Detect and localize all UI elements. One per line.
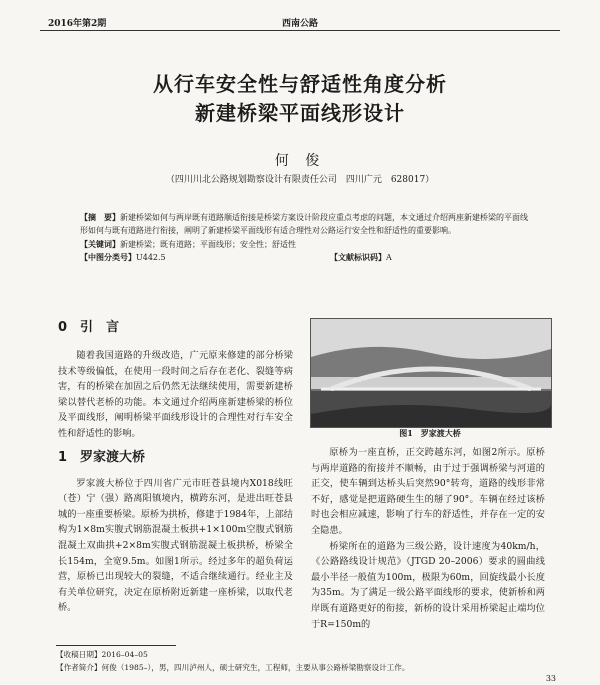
- running-head: [40, 14, 560, 31]
- keywords-text: 新建桥梁；既有道路；平面线形；安全性；舒适性: [120, 240, 296, 249]
- title-line-2: 新建桥梁平面线形设计: [195, 101, 405, 125]
- article-title: [0, 70, 600, 128]
- keywords-label: 【关键词】: [80, 239, 120, 249]
- section-heading-intro: 0 引 言: [58, 320, 120, 335]
- journal-name: 西南公路: [281, 19, 318, 29]
- section1-paragraph: 罗家渡大桥位于四川省广元市旺苍县境内X018线旺（苍）宁（强）路离阳镇境内，横跨东河，是进出旺苍县城的一座重要桥梁。原桥为拱桥，修建于1984年，上部结构为1×8m实腹式钢筋混凝土板拱+1×100m空腹式钢筋混凝土双曲拱+2×8m实腹式钢筋混凝土板拱桥，桥梁全长154m，全宽9.5m。如图1所示。经过多年的超负荷运营，原桥已出现较大的裂缝，不适合继续通行。经业主及有关单位研究，决定在原桥附近新建一座桥梁，以取代老桥。: [58, 477, 293, 614]
- abstract: [80, 211, 528, 237]
- abstract-text: 新建桥梁如何与两岸既有道路顺适衔接是桥梁方案设计阶段应重点考虑的问题，本文通过介绍两座新建桥梁的平面线形如何与既有道路进行衔接，阐明了新建桥梁平面线形有适合理性对公路运行安全性和舒适性的重要影响。: [80, 213, 528, 235]
- clc-number: 【中图分类号】U442.5: [80, 252, 166, 262]
- right-paragraph-2: 桥梁所在的道路为三级公路，设计速度为40km/h，《公路路线设计规范》（JTGD 20–2006）要求的圆曲线最小半径一般值为100m，极限为60m，回旋线最小长度为35m。为了满足一级公路平面线形的要求，使新桥和两岸既有道路更好的衔接，新桥的设计采用桥梁起止端均位于R=150m的: [311, 540, 545, 630]
- right-paragraph-1: 原桥为一座直桥，正交跨越东河，如图2所示。原桥与两岸道路的衔接并不顺畅，由于过于强调桥梁与河道的正交，使车辆到达桥头后突然90°转弯，道路的线形非常不好，感觉是把道路硬生生的掰了90°。车辆在经过该桥时也会相应减速，影响了行车的舒适性，并存在一定的安全隐患。: [311, 447, 545, 536]
- author-affiliation: （四川川北公路规划勘察设计有限责任公司 四川广元 628017）: [165, 175, 435, 185]
- bridge-photo-illustration: [311, 319, 551, 427]
- footnotes: [56, 648, 556, 674]
- author-bio: 【作者简介】何俊（1985–），男，四川泸州人，硕士研究生，工程师，主要从事公路桥梁勘察设计工作。: [56, 663, 410, 672]
- bridge-photo: [310, 318, 552, 428]
- right-column: [311, 445, 545, 632]
- footnote-rule: [56, 645, 176, 646]
- classification-row: [80, 251, 528, 265]
- title-line-1: 从行车安全性与舒适性角度分析: [153, 72, 447, 96]
- received-date: 【收稿日期】2016–04–05: [56, 650, 148, 659]
- author-name: 何 俊: [274, 153, 326, 169]
- section-heading-luojiadu: 1 罗家渡大桥: [58, 449, 146, 465]
- issue-label: 2016年第2期: [48, 19, 107, 29]
- figure-caption: 图1 罗家渡大桥: [399, 428, 461, 438]
- keywords: [80, 238, 528, 251]
- page-number: 33: [545, 674, 556, 683]
- document-code: 【文献标识码】A: [330, 252, 392, 262]
- abstract-block: [80, 211, 528, 265]
- abstract-label: 【摘 要】: [80, 212, 120, 222]
- left-column: [58, 318, 293, 616]
- intro-paragraph: 随着我国道路的升级改造，广元原来修建的部分桥梁技术等级偏低，在使用一段时间之后存在老化、裂缝等病害，有的桥梁在加固之后仍然无法继续使用，需要新建桥梁以替代老桥的功能。本文通过介绍两座新建桥梁的桥位及平面线形，阐明桥梁平面线形设计的合理性对行车安全性和舒适性的影响。: [58, 350, 293, 439]
